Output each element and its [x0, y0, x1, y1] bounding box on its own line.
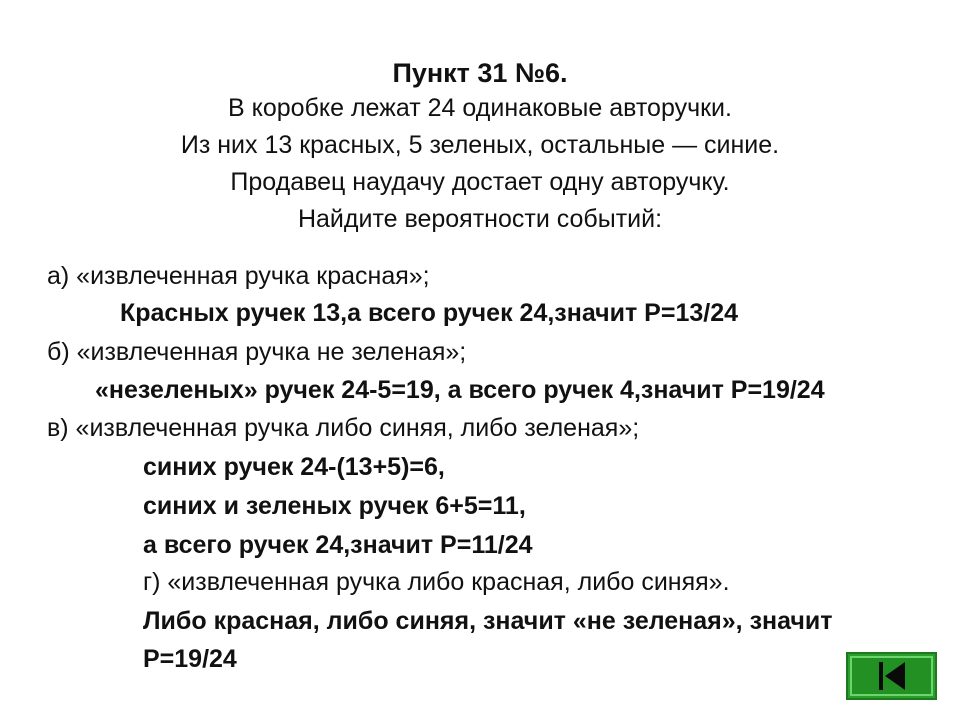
answer-v-line: а всего ручек 24,значит Р=11/24	[143, 531, 533, 559]
answer-v-line: синих и зеленых ручек 6+5=11,	[143, 492, 526, 520]
intro-line: Найдите вероятности событий:	[297, 205, 663, 233]
question-b: б) «извлеченная ручка не зеленая»;	[47, 338, 467, 366]
answer-a: Красных ручек 13,а всего ручек 24,значит Р=13/24	[120, 299, 739, 327]
intro-line: В коробке лежат 24 одинаковые авторучки.	[228, 94, 732, 122]
question-a: а) «извлеченная ручка красная»;	[47, 262, 430, 290]
answer-v-line: синих ручек 24-(13+5)=6,	[143, 453, 445, 481]
first-slide-icon	[872, 659, 912, 693]
answer-b: «незеленых» ручек 24-5=19, а всего ручек 4,значит Р=19/24	[95, 376, 825, 404]
first-slide-button[interactable]	[846, 652, 937, 700]
answer-g-line: Р=19/24	[143, 645, 237, 673]
slide-title: Пункт 31 №6.	[392, 58, 568, 88]
answer-g-line: Либо красная, либо синяя, значит «не зеленая», значит	[143, 607, 833, 635]
question-v: в) «извлеченная ручка либо синяя, либо зеленая»;	[47, 414, 640, 442]
slide-heading	[0, 56, 960, 238]
intro-line: Из них 13 красных, 5 зеленых, остальные — синие.	[180, 131, 780, 159]
question-g: г) «извлеченная ручка либо красная, либо синяя».	[143, 568, 730, 596]
first-slide-button-face[interactable]	[850, 656, 933, 696]
intro-line: Продавец наудачу достает одну авторучку.	[230, 168, 730, 196]
